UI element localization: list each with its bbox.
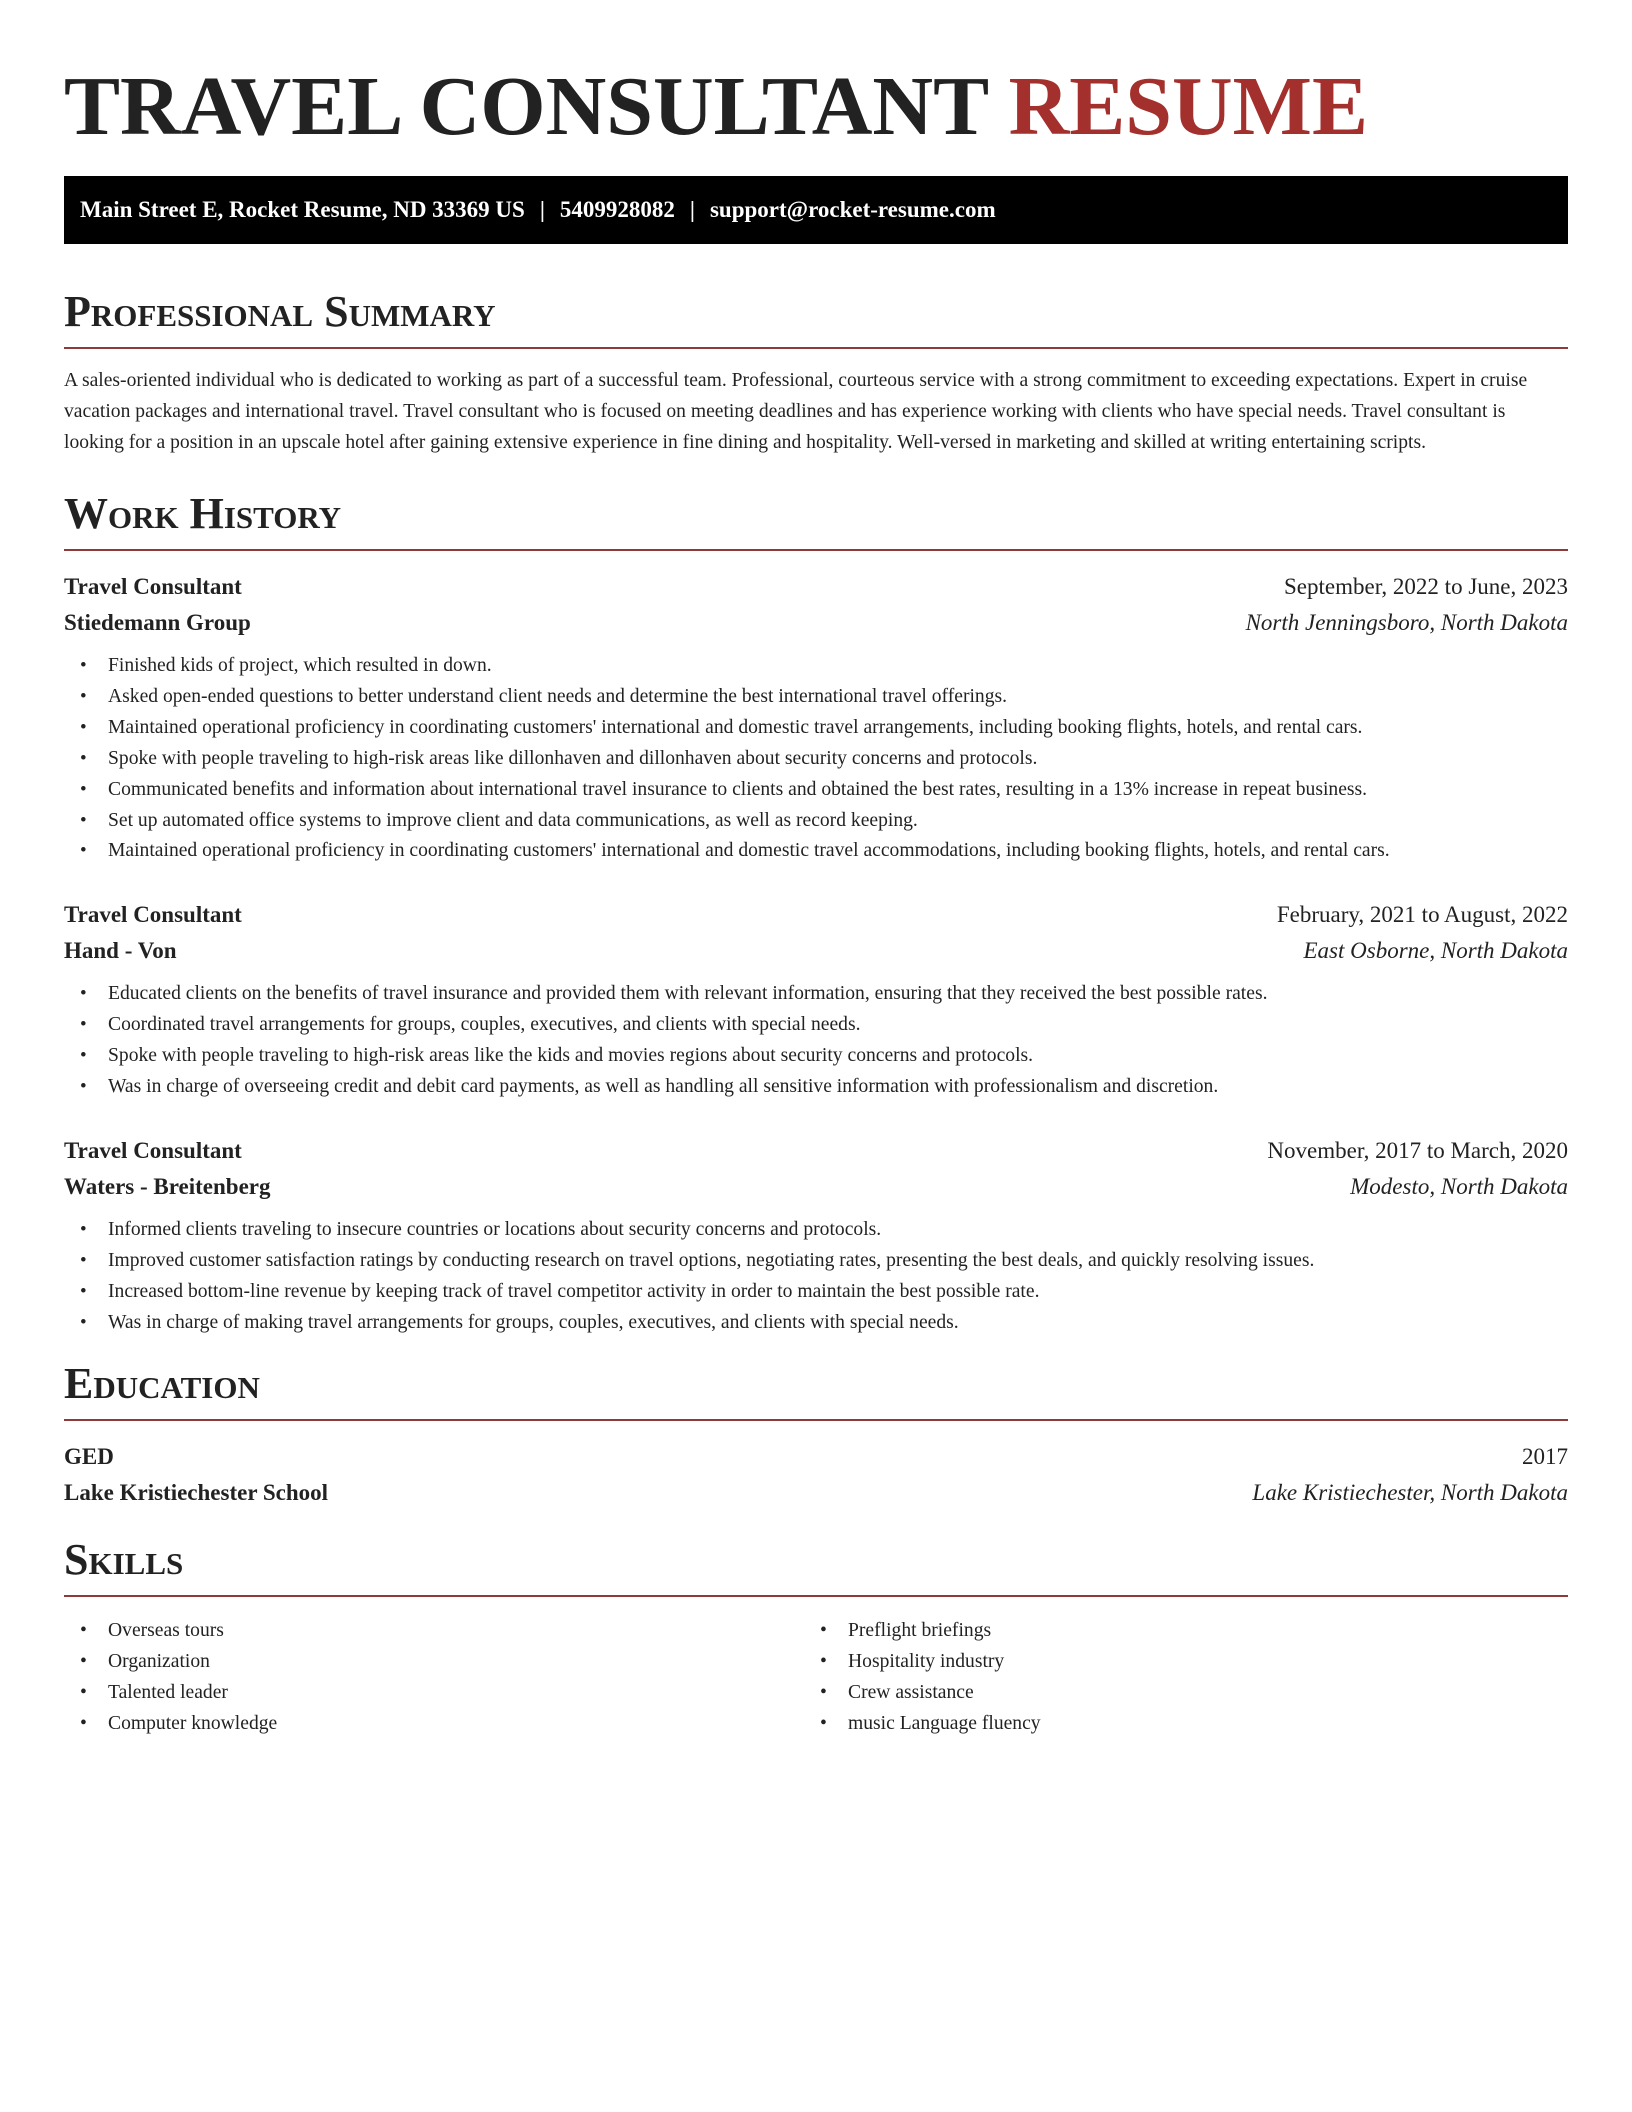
job-bullet-list xyxy=(64,979,1568,1103)
job-location: North Jenningsboro, North Dakota xyxy=(1245,610,1568,635)
bullet-text: Informed clients traveling to insecure countries or locations about security concerns and protocols. xyxy=(108,1218,882,1240)
job-entry xyxy=(64,897,1568,1103)
skill-item xyxy=(804,1677,1544,1708)
skill-text: Crew assistance xyxy=(848,1681,974,1703)
education-location: Lake Kristiechester, North Dakota xyxy=(1252,1479,1568,1505)
bullet-icon: • xyxy=(80,1076,87,1098)
skill-item xyxy=(804,1615,1544,1646)
bullet-text: Coordinated travel arrangements for groups, couples, executives, and clients with special needs. xyxy=(108,1014,861,1036)
bullet-icon: • xyxy=(80,747,87,769)
job-bullet-list xyxy=(64,651,1568,867)
skill-text: Preflight briefings xyxy=(848,1619,992,1641)
bullet-text: Was in charge of overseeing credit and debit card payments, as well as handling all sensitive information with professionalism and discretion. xyxy=(108,1076,1219,1098)
education-entry xyxy=(64,1439,1568,1511)
contact-phone: 5409928082 xyxy=(559,197,675,222)
contact-bar xyxy=(64,176,1568,244)
summary-text: A sales-oriented individual who is dedicated to working as part of a successful team. Professional, courteous service with a strong commitment to exceeding expectations. Expert in cruise vacation packages and international travel. Travel consultant who is focused on meeting deadlines and has experience working with clients who have special needs. Travel consultant is looking for a position in an upscale hotel after gaining extensive experience in fine dining and hospitality. Well-versed in marketing and skilled at writing entertaining scripts. xyxy=(64,370,1528,453)
bullet-icon: • xyxy=(80,1650,87,1672)
job-location: East Osborne, North Dakota xyxy=(1303,938,1568,964)
skill-text: Hospitality industry xyxy=(848,1650,1005,1672)
job-title-row xyxy=(64,897,1568,933)
bullet-icon: • xyxy=(80,655,87,676)
skill-text: Computer knowledge xyxy=(108,1712,278,1734)
education-year: 2017 xyxy=(1522,1443,1568,1469)
list-item xyxy=(64,713,1568,744)
list-item xyxy=(64,836,1568,867)
job-entry xyxy=(64,569,1568,867)
job-dates: September, 2022 to June, 2023 xyxy=(1284,574,1568,599)
job-title: Travel Consultant xyxy=(64,902,242,928)
job-dates: November, 2017 to March, 2020 xyxy=(1267,1137,1568,1163)
list-item xyxy=(64,744,1568,775)
summary-heading: Professional Summary xyxy=(64,287,1568,349)
bullet-icon: • xyxy=(80,716,87,738)
bullet-icon: • xyxy=(820,1619,827,1641)
bullet-text: Set up automated office systems to improve client and data communications, as well as record keeping. xyxy=(108,809,918,831)
bullet-icon: • xyxy=(80,685,87,707)
skill-text: Overseas tours xyxy=(108,1619,224,1641)
contact-address: Main Street E, Rocket Resume, ND 33369 US xyxy=(80,197,525,222)
skill-text: music Language fluency xyxy=(848,1712,1041,1734)
list-item xyxy=(64,1041,1568,1072)
skill-item xyxy=(64,1677,804,1708)
contact-separator: | xyxy=(539,197,545,222)
list-item xyxy=(64,1308,1568,1339)
bullet-icon: • xyxy=(80,1045,87,1067)
skill-item xyxy=(64,1646,804,1677)
list-item xyxy=(64,682,1568,713)
bullet-icon: • xyxy=(80,983,87,1005)
job-company-row xyxy=(64,933,1568,969)
title-accent: RESUME xyxy=(1008,60,1368,153)
bullet-icon: • xyxy=(820,1681,827,1703)
list-item xyxy=(64,1277,1568,1308)
skill-text: Talented leader xyxy=(108,1681,228,1703)
bullet-text: Maintained operational proficiency in coordinating customers' international and domestic travel arrangements, including booking flights, hotels, and rental cars. xyxy=(108,716,1363,738)
list-item xyxy=(64,1215,1568,1246)
resume-page xyxy=(64,0,1568,1739)
job-location: Modesto, North Dakota xyxy=(1350,1173,1568,1199)
job-title: Travel Consultant xyxy=(64,1137,242,1163)
education-school-row xyxy=(64,1475,1568,1511)
job-entry xyxy=(64,1133,1568,1339)
bullet-icon: • xyxy=(80,1014,87,1036)
education-heading: Education xyxy=(64,1359,1568,1421)
bullet-text: Educated clients on the benefits of travel insurance and provided them with relevant information, ensuring that they received the best possible rates. xyxy=(108,983,1268,1005)
job-title: Travel Consultant xyxy=(64,574,242,599)
bullet-icon: • xyxy=(820,1650,827,1672)
bullet-text: Was in charge of making travel arrangements for groups, couples, executives, and clients with special needs. xyxy=(108,1311,959,1333)
bullet-text: Spoke with people traveling to high-risk areas like the kids and movies regions about security concerns and protocols. xyxy=(108,1045,1034,1067)
education-degree-row xyxy=(64,1439,1568,1475)
list-item xyxy=(64,806,1568,837)
contact-email: support@rocket-resume.com xyxy=(709,197,996,222)
education-degree: GED xyxy=(64,1443,114,1469)
list-item xyxy=(64,651,1568,682)
bullet-icon: • xyxy=(80,1712,87,1734)
bullet-text: Communicated benefits and information about international travel insurance to clients and obtained the best rates, resulting in a 13% increase in repeat business. xyxy=(108,778,1368,800)
job-company-row xyxy=(64,605,1568,641)
bullet-text: Increased bottom-line revenue by keeping track of travel competitor activity in order to maintain the best possible rate. xyxy=(108,1280,1040,1302)
bullet-text: Finished kids of project, which resulted in down. xyxy=(108,655,492,676)
bullet-icon: • xyxy=(80,809,87,831)
bullet-text: Maintained operational proficiency in coordinating customers' international and domestic travel accommodations, including booking flights, hotels, and rental cars. xyxy=(108,840,1390,862)
bullet-text: Asked open-ended questions to better understand client needs and determine the best international travel offerings. xyxy=(108,685,1008,707)
list-item xyxy=(64,1010,1568,1041)
bullet-icon: • xyxy=(820,1712,827,1734)
contact-separator: | xyxy=(689,197,695,222)
education-school: Lake Kristiechester School xyxy=(64,1479,329,1505)
list-item xyxy=(64,1246,1568,1277)
skill-item xyxy=(804,1646,1544,1677)
skill-item xyxy=(64,1615,804,1646)
job-company: Hand - Von xyxy=(64,938,177,964)
list-item xyxy=(64,775,1568,806)
bullet-icon: • xyxy=(80,1311,87,1333)
title-main: TRAVEL CONSULTANT xyxy=(64,60,988,153)
bullet-icon: • xyxy=(80,840,87,862)
job-company: Waters - Breitenberg xyxy=(64,1173,271,1199)
job-title-row xyxy=(64,1133,1568,1169)
job-company: Stiedemann Group xyxy=(64,610,251,635)
job-bullet-list xyxy=(64,1215,1568,1339)
bullet-text: Spoke with people traveling to high-risk areas like dillonhaven and dillonhaven about security concerns and protocols. xyxy=(108,747,1038,769)
skills-column-right xyxy=(804,1615,1544,1739)
job-company-row xyxy=(64,1169,1568,1205)
skill-item xyxy=(64,1708,804,1739)
bullet-icon: • xyxy=(80,778,87,800)
resume-title xyxy=(64,56,1568,158)
list-item xyxy=(64,1072,1568,1103)
work-history-heading: Work History xyxy=(64,489,1568,551)
skills-heading: Skills xyxy=(64,1535,1568,1597)
bullet-icon: • xyxy=(80,1218,87,1240)
bullet-icon: • xyxy=(80,1619,87,1641)
job-title-row xyxy=(64,569,1568,605)
skill-item xyxy=(804,1708,1544,1739)
bullet-icon: • xyxy=(80,1249,87,1271)
skill-text: Organization xyxy=(108,1650,210,1672)
bullet-icon: • xyxy=(80,1681,87,1703)
job-dates: February, 2021 to August, 2022 xyxy=(1276,902,1568,928)
bullet-text: Improved customer satisfaction ratings by conducting research on travel options, negotiating rates, presenting the best deals, and quickly resolving issues. xyxy=(108,1249,1315,1271)
list-item xyxy=(64,979,1568,1010)
bullet-icon: • xyxy=(80,1280,87,1302)
skills-column-left xyxy=(64,1615,804,1739)
skills-grid xyxy=(64,1615,1568,1739)
